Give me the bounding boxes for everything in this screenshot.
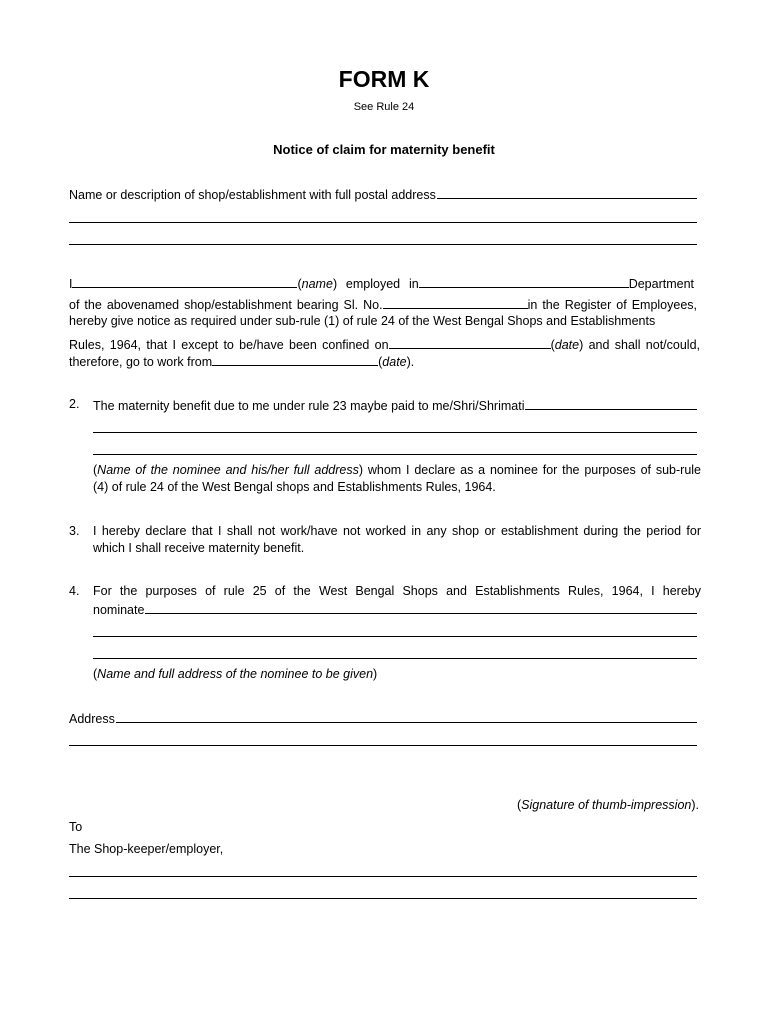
return-date-blank[interactable] bbox=[212, 353, 378, 366]
item-3-line-2: which I shall receive maternity benefit. bbox=[93, 541, 305, 555]
addressee-line-2[interactable] bbox=[69, 898, 697, 899]
nominee-field: nominate bbox=[93, 601, 697, 617]
form-heading: Notice of claim for maternity benefit bbox=[273, 142, 495, 157]
item-2-line: The maternity benefit due to me under rule 23 maybe paid to me/Shri/Shrimati bbox=[93, 397, 697, 413]
item-4-note: (Name and full address of the nominee to be given) bbox=[93, 667, 378, 681]
item-4-line-1: For the purposes of rule 25 of the West Bengal Shops and Establishments Rules, 1964, I hereby bbox=[93, 584, 701, 598]
item-4-number: 4. bbox=[69, 584, 80, 598]
serial-number-blank[interactable] bbox=[383, 296, 528, 309]
item-2-note-line-1: (Name of the nominee and his/her full address) whom I declare as a nominee for the purposes of sub-rule bbox=[93, 463, 701, 477]
addressee-line-1[interactable] bbox=[69, 876, 697, 877]
nominee-line-2[interactable] bbox=[93, 636, 697, 637]
address-blank[interactable] bbox=[116, 710, 697, 723]
nominee-line-3[interactable] bbox=[93, 658, 697, 659]
shop-address-field[interactable] bbox=[69, 186, 697, 202]
department-blank[interactable] bbox=[419, 275, 629, 288]
address-line-2[interactable] bbox=[69, 745, 697, 746]
p1-line-2: of the abovenamed shop/establishment bearing Sl. No. in the Register of Employees, bbox=[69, 298, 697, 312]
nominee-blank[interactable] bbox=[145, 601, 697, 614]
shop-address-label: Name or description of shop/establishment with full postal address bbox=[69, 188, 436, 202]
shop-address-blank[interactable] bbox=[437, 186, 697, 199]
item-3-number: 3. bbox=[69, 524, 80, 538]
item-2-number: 2. bbox=[69, 397, 80, 411]
payee-name-blank[interactable] bbox=[525, 397, 697, 410]
shop-address-line-2[interactable] bbox=[69, 222, 697, 223]
confinement-date-blank[interactable] bbox=[389, 336, 551, 349]
to-label: To bbox=[69, 820, 83, 834]
p1-line-4: Rules, 1964, that I except to be/have been confined on (date) and shall not/could, bbox=[69, 338, 700, 352]
signature-label: (Signature of thumb-impression). bbox=[516, 798, 699, 812]
p1-line-3: hereby give notice as required under sub-rule (1) of rule 24 of the West Bengal Shops and Establishments bbox=[69, 314, 656, 328]
form-title: FORM K bbox=[338, 66, 430, 92]
shop-address-line-3[interactable] bbox=[69, 244, 697, 245]
addressee-label: The Shop-keeper/employer, bbox=[69, 842, 224, 856]
address-field: Address bbox=[69, 710, 697, 726]
payee-line-3[interactable] bbox=[93, 454, 697, 455]
employee-name-blank[interactable] bbox=[72, 275, 297, 288]
item-2-note-line-2: (4) of rule 24 of the West Bengal shops and Establishments Rules, 1964. bbox=[93, 480, 496, 494]
p1-line-5: therefore, go to work from (date). bbox=[69, 355, 415, 369]
rule-reference: See Rule 24 bbox=[353, 101, 415, 113]
p1-line-1: I (name) employed in Department bbox=[69, 277, 694, 291]
payee-line-2[interactable] bbox=[93, 432, 697, 433]
item-3-line-1: I hereby declare that I shall not work/have not worked in any shop or establishment during the period for bbox=[93, 524, 701, 538]
